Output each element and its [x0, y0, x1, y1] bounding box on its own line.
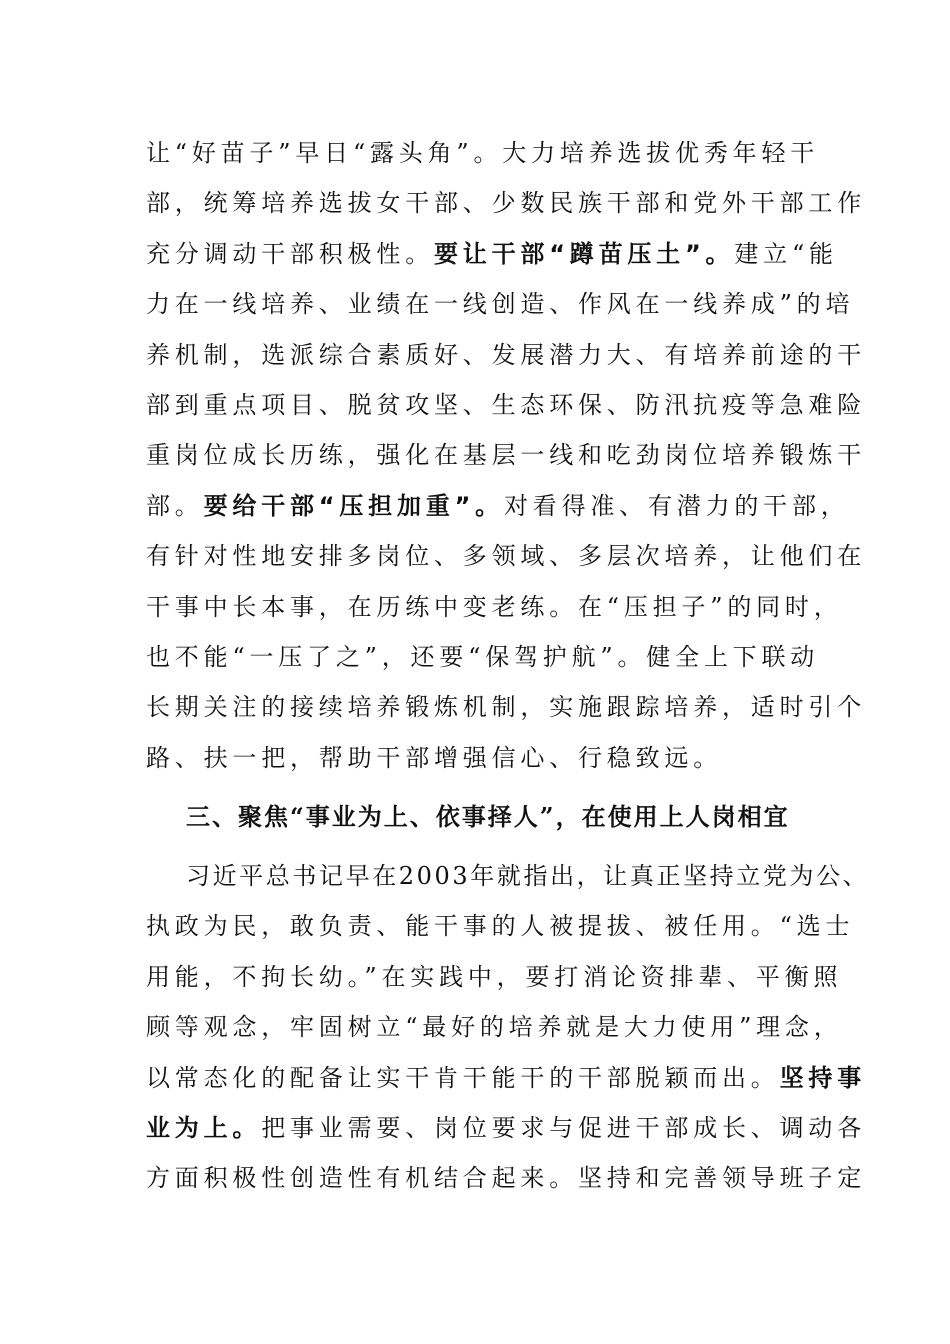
text-run: 把事业需要、岗位要求与促进干部成长、调动各: [261, 1114, 867, 1143]
text-run: 有针对性地安排多岗位、多领域、多层次培养，让他们在: [146, 542, 866, 571]
text-run: 重岗位成长历练，强化在基层一线和吃劲岗位培养锻炼干: [146, 441, 866, 470]
text-run: 力在一线培养、业绩在一线创造、作风在一线养成”的培: [146, 290, 855, 319]
text-line: [146, 682, 866, 732]
text-run: 以常态化的配备让实干肯干能干的干部脱颖而出。: [146, 1063, 780, 1092]
text-run: 也不能“一压了之”，还要“保驾护航”。健全上下联动: [146, 642, 820, 671]
text-run: 充分调动干部积极性。: [146, 239, 434, 268]
bold-phrase: 要给干部“压担加重”。: [203, 491, 504, 520]
text-line: [146, 481, 850, 531]
text-line: [146, 330, 866, 380]
text-run: 建立“能: [734, 239, 838, 268]
text-line: [146, 733, 836, 783]
text-run: 用能，不拘长幼。”在实践中，要打消论资排辈、平衡照: [146, 962, 843, 991]
bold-phrase: 坚持事: [779, 1063, 867, 1092]
text-line: [146, 1002, 843, 1052]
text-line: [146, 1053, 867, 1103]
text-line: [146, 582, 843, 632]
text-run: 对看得准、有潜力的干部，: [503, 491, 850, 520]
text-line: [146, 952, 843, 1002]
document-body: [146, 128, 870, 1204]
text-line: [146, 1103, 867, 1153]
text-line: [146, 1153, 866, 1203]
text-line: [146, 229, 836, 279]
text-run: 养机制，选派综合素质好、发展潜力大、有培养前途的干: [146, 340, 866, 369]
bold-phrase: 业为上。: [146, 1114, 262, 1143]
bold-phrase: 要让干部“蹲苗压土”。: [434, 239, 735, 268]
text-run: 路、扶一把，帮助干部增强信心、行稳致远。: [146, 743, 722, 772]
text-run: 长期关注的接续培养锻炼机制，实施跟踪培养，适时引个: [146, 693, 866, 722]
text-line: [146, 380, 866, 430]
text-line: [146, 279, 855, 329]
text-line: [146, 128, 836, 178]
text-line: [146, 632, 836, 682]
text-run: 习近平总书记早在2003年就指出，让真正坚持立党为公、: [186, 862, 870, 891]
text-line: [146, 430, 866, 480]
heading-text: 三、聚焦“事业为上、依事择人”，在使用上人岗相宜: [186, 802, 790, 832]
text-run: 顾等观念，牢固树立“最好的培养就是大力使用”理念，: [146, 1013, 843, 1042]
text-line: [146, 531, 866, 581]
text-run: 部，统筹培养选拔女干部、少数民族干部和党外干部工作: [146, 189, 866, 218]
text-run: 方面积极性创造性有机结合起来。坚持和完善领导班子定: [146, 1164, 866, 1193]
text-line: [146, 901, 855, 951]
text-run: 让“好苗子”早日“露头角”。大力培养选拔优秀年轻干: [146, 139, 820, 167]
text-run: 部。: [146, 491, 204, 520]
text-line: [146, 851, 870, 901]
text-run: 部到重点项目、脱贫攻坚、生态环保、防汛抗疫等急难险: [146, 390, 866, 419]
section-heading: [146, 783, 836, 851]
text-run: 执政为民，敢负责、能干事的人被提拔、被任用。“选士: [146, 912, 855, 941]
text-run: 干事中长本事，在历练中变老练。在“压担子”的同时，: [146, 592, 843, 621]
text-line: [146, 178, 866, 228]
